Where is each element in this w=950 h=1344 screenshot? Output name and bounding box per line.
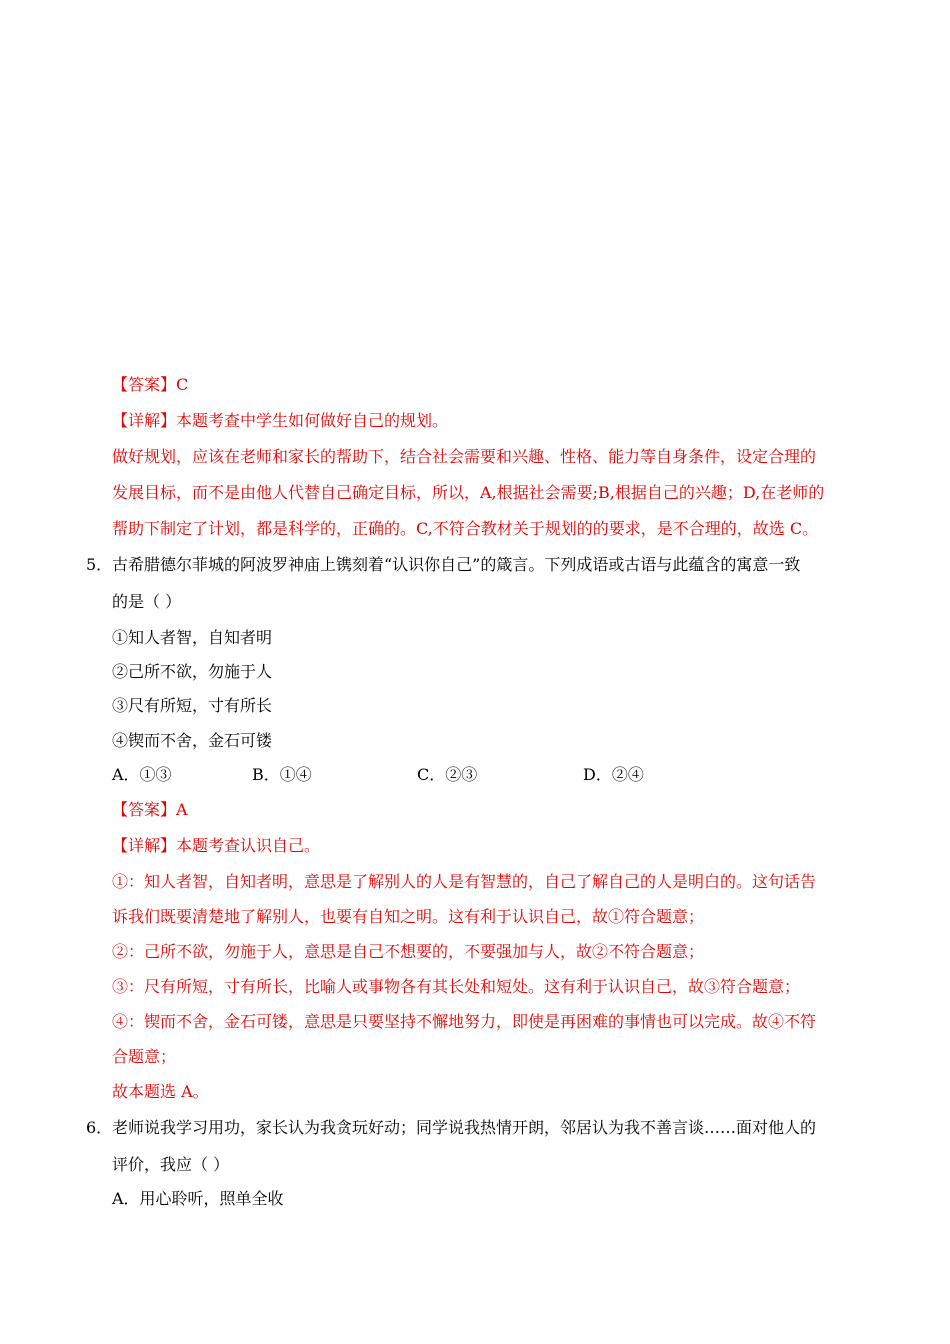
q5-option-a: A．①③ — [112, 765, 172, 784]
q5-analysis-line: 诉我们既要清楚地了解别人，也要有自知之明。这有利于认识自己，故①符合题意； — [112, 907, 705, 926]
q4-analysis-title: 【详解】本题考查中学生如何做好自己的规划。 — [112, 411, 449, 430]
q4-analysis-line: 帮助下制定了计划，都是科学的，正确的。C,不符合教材关于规划的的要求，是不合理的，故选 C。 — [112, 519, 819, 538]
q5-item: ③尺有所短，寸有所长 — [112, 696, 273, 715]
q5-conclusion: 故本题选 A。 — [112, 1082, 209, 1101]
q6-option-a: A．用心聆听，照单全收 — [112, 1189, 284, 1208]
q5-item: ①知人者智，自知者明 — [112, 628, 273, 647]
q5-analysis-line: ②：己所不欲，勿施于人，意思是自己不想要的，不要强加与人，故②不符合题意； — [112, 942, 705, 961]
q5-analysis-line: ③：尺有所短，寸有所长，比喻人或事物各有其长处和短处。这有利于认识自己，故③符合题意； — [112, 977, 801, 996]
q4-answer: 【答案】C — [112, 375, 189, 394]
q6-stem-line: 老师说我学习用功，家长认为我贪玩好动；同学说我热情开朗，邻居认为我不善言谈……面对他人的 — [112, 1118, 817, 1137]
q5-item: ④锲而不舍，金石可镂 — [112, 731, 273, 750]
q5-analysis-title: 【详解】本题考查认识自己。 — [112, 836, 321, 855]
q6-stem-line: 评价，我应（ ） — [112, 1155, 230, 1174]
q4-analysis-line: 做好规划，应该在老师和家长的帮助下，结合社会需要和兴趣、性格、能力等自身条件，设定合理的 — [112, 447, 817, 466]
q4-analysis-line: 发展目标，而不是由他人代替自己确定目标，所以，A,根据社会需要;B,根据自己的兴趣；D,在老师的 — [112, 483, 825, 502]
q5-analysis-line: ④：锲而不舍，金石可镂，意思是只要坚持不懈地努力，即使是再困难的事情也可以完成。故④不符 — [112, 1012, 817, 1031]
q6-number: 6． — [86, 1118, 113, 1137]
q5-analysis-line: ①：知人者智，自知者明，意思是了解别人的人是有智慧的，自己了解自己的人是明白的。这句话告 — [112, 872, 817, 891]
q5-stem-line: 古希腊德尔菲城的阿波罗神庙上镌刻着“认识你自己”的箴言。下列成语或古语与此蕴含的寓意一致 — [112, 555, 801, 574]
q5-option-c: C．②③ — [417, 765, 478, 784]
q5-stem-line: 的是（ ） — [112, 592, 182, 611]
q5-option-b: B．①④ — [252, 765, 312, 784]
q5-number: 5． — [86, 555, 113, 574]
q5-analysis-line: 合题意； — [112, 1047, 177, 1066]
q5-option-d: D．②④ — [583, 765, 644, 784]
q5-answer: 【答案】A — [112, 800, 188, 819]
q5-item: ②己所不欲，勿施于人 — [112, 662, 273, 681]
